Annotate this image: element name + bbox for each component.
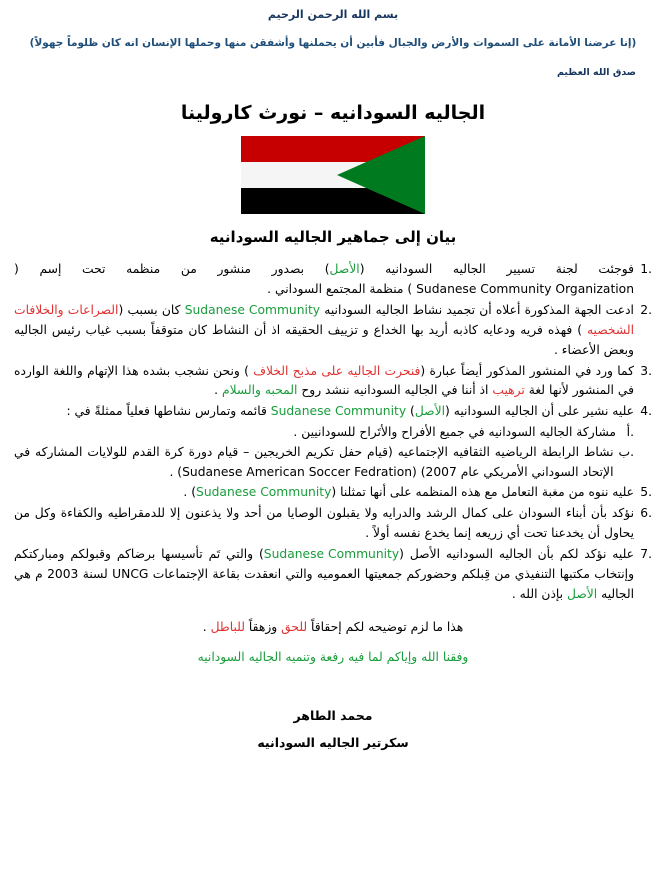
- list-item-marker: 4.: [640, 404, 652, 419]
- document-page: [0, 8, 666, 878]
- text-run: فوجئت لجنة تسيير الجاليه السودانيه (: [359, 262, 634, 276]
- text-run: بإذن الله .: [511, 586, 567, 601]
- text-run: هذا ما لزم توضيحه لكم إحقاقاً: [307, 620, 464, 635]
- text-run: قائمه وتمارس نشاطها فعلياً ممثلةً في :: [66, 404, 271, 419]
- text-run: .: [214, 383, 222, 398]
- list-item-text: [14, 504, 634, 544]
- list-item-text: [14, 483, 634, 503]
- sub-list-item: [14, 443, 634, 483]
- list-item-marker: 6.: [640, 505, 652, 520]
- list-item-marker: أ.: [626, 425, 634, 440]
- text-run: Sudanese Community: [263, 546, 400, 561]
- text-run: كما ورد في المنشور المذكور أيضاً عبارة (: [420, 363, 634, 378]
- text-run: فنحرت الجاليه على مذبح الخلاف: [253, 363, 421, 378]
- statement-subtitle: بيان إلى جماهير الجاليه السودانيه: [209, 228, 457, 246]
- text-run: للباطل: [210, 620, 245, 635]
- list-item-text: [14, 402, 634, 422]
- text-run: عليه ننوه من مغبة التعامل مع هذه المنظمه على أنها تمثلنا (: [331, 484, 634, 499]
- text-run: ) فهذه فريه ودعايه كاذبه أريد بها الخداع و تزييف الحقيقه اذ أن النشاط كان متوقفاً بسبب غياب رئيس الجاليه وبعض الأعضاء .: [14, 322, 634, 357]
- signature-name: محمد الطاهر: [293, 708, 373, 724]
- text-run: مشاركة الجاليه السودانيه في جميع الأفراح والأتَراح للسودانيين .: [293, 425, 616, 440]
- flag-green-triangle: [337, 136, 425, 214]
- text-run: ) منظمة المجتمع السوداني .: [267, 281, 417, 296]
- text-run: نشاط الرابطة الرياضيه الثقافيه الإجتماعيه (قيام حفل تكريم الخريجين – قيام دورة كرة القدم للولايات المشاركه في الإتحاد السوداني الأمريكي عام 2007) (: [14, 445, 614, 480]
- list-item: [14, 301, 652, 361]
- text-run: اذ أننا في الجاليه السودانيه ننشد روح: [297, 383, 493, 398]
- list-item-text: [14, 545, 634, 605]
- list-item-marker: 5.: [640, 484, 652, 499]
- text-run: ادعت الجهة المذكورة أعلاه أن تجميد نشاط الجاليه السودانيه: [320, 302, 634, 317]
- list-item-marker: 1.: [640, 262, 652, 276]
- list-item-marker: 3.: [640, 363, 652, 378]
- text-run: ): [406, 404, 415, 419]
- flag-container: [0, 136, 666, 214]
- list-item-marker: 7.: [640, 546, 652, 561]
- text-run: الأصل: [329, 262, 360, 276]
- list-item-marker: 2.: [640, 302, 652, 317]
- list-item: [14, 504, 652, 544]
- text-run: ) والتي تَم تأسيسها برضاكم وقبولكم ومباركتكم وإنتخاب مكتبها التنفيذي من قِبلكم وحضوركم جمعيتها العموميه والتي انعقدت بقاعة الإجتماعات: [14, 546, 635, 581]
- text-run: Sudanese Community: [184, 302, 321, 317]
- list-item-text: [14, 301, 634, 361]
- sub-list: [14, 423, 634, 483]
- list-item-text: [14, 443, 614, 483]
- page-title: الجاليه السودانيه – نورث كارولينا: [180, 102, 486, 124]
- text-run: .: [202, 620, 211, 635]
- text-run: لسنة 2003 م هي الجاليه: [14, 566, 634, 601]
- statement-body-list: [14, 260, 652, 604]
- text-run: عليه نؤكد لكم بأن الجاليه السودانيه الأصل (: [399, 546, 634, 561]
- text-run: وزهقاً: [244, 620, 282, 635]
- text-run: UNCG: [112, 566, 149, 581]
- list-item: [14, 260, 652, 300]
- list-item-text: [14, 362, 634, 402]
- text-run: ) بصدور منشور من منظمه تحت إسم (: [14, 262, 330, 276]
- text-run: الصراعات والخلافات الشخصيه: [14, 302, 634, 337]
- text-run: Sudanese Community: [196, 484, 332, 499]
- closing-line-2: وفقنا الله وإياكم لما فيه رفعة وتنميه الجاليه السودانيه: [197, 650, 469, 665]
- text-run: Sudanese Community Organization: [416, 281, 634, 296]
- list-item: [14, 402, 652, 422]
- list-item-marker: ب.: [618, 445, 634, 460]
- text-run: Sudanese American Soccer Fedration: [182, 465, 413, 480]
- list-item-text: [14, 260, 634, 300]
- text-run: عليه نشير على أن الجاليه السودانيه (: [445, 404, 634, 419]
- text-run: للحق: [281, 620, 308, 635]
- list-item-text: [14, 423, 616, 443]
- text-run: Sudanese Community: [270, 404, 407, 419]
- sudan-flag-icon: [241, 136, 425, 214]
- sadaqa-line: صدق الله العظيم: [556, 67, 636, 78]
- text-run: المحبه والسلام: [221, 383, 298, 398]
- text-run: ) ونحن نشجب بشده هذا الإتهام واللغة الوارده في المنشور لأنها لغة: [14, 363, 634, 398]
- text-run: نؤكد بأن أبناء السودان على كمال الرشد والدرايه ولا يقبلون الوصايا من أحد ولا يذعنون إلا للدمقراطيه والكفاءة وكل من يحاول أن يخدعنا تحت أي زريعه إنما يخدع نفسه أولاً .: [14, 505, 634, 540]
- text-run: كان بسبب (: [118, 302, 185, 317]
- list-item: [14, 545, 652, 605]
- text-run: الأصل: [567, 586, 598, 601]
- text-run: ) .: [169, 465, 183, 480]
- closing-line-1: [0, 620, 666, 634]
- text-run: ) .: [183, 484, 197, 499]
- signature-role: سكرتير الجاليه السودانيه: [257, 735, 409, 751]
- quran-verse: (إنا عرضنا الأمانة على السموات والأرض والجبال فأبين أن يحملنها وأشفقن منها وحملها الإنسان انه كان ظلوماً جهولاً): [29, 37, 637, 49]
- list-item: [14, 362, 652, 402]
- sub-list-item: [14, 423, 634, 443]
- text-run: ترهيب: [492, 383, 525, 398]
- list-item: [14, 483, 652, 503]
- basmala-line: بسم الله الرحمن الرحيم: [267, 8, 399, 21]
- text-run: الأصل: [414, 404, 446, 419]
